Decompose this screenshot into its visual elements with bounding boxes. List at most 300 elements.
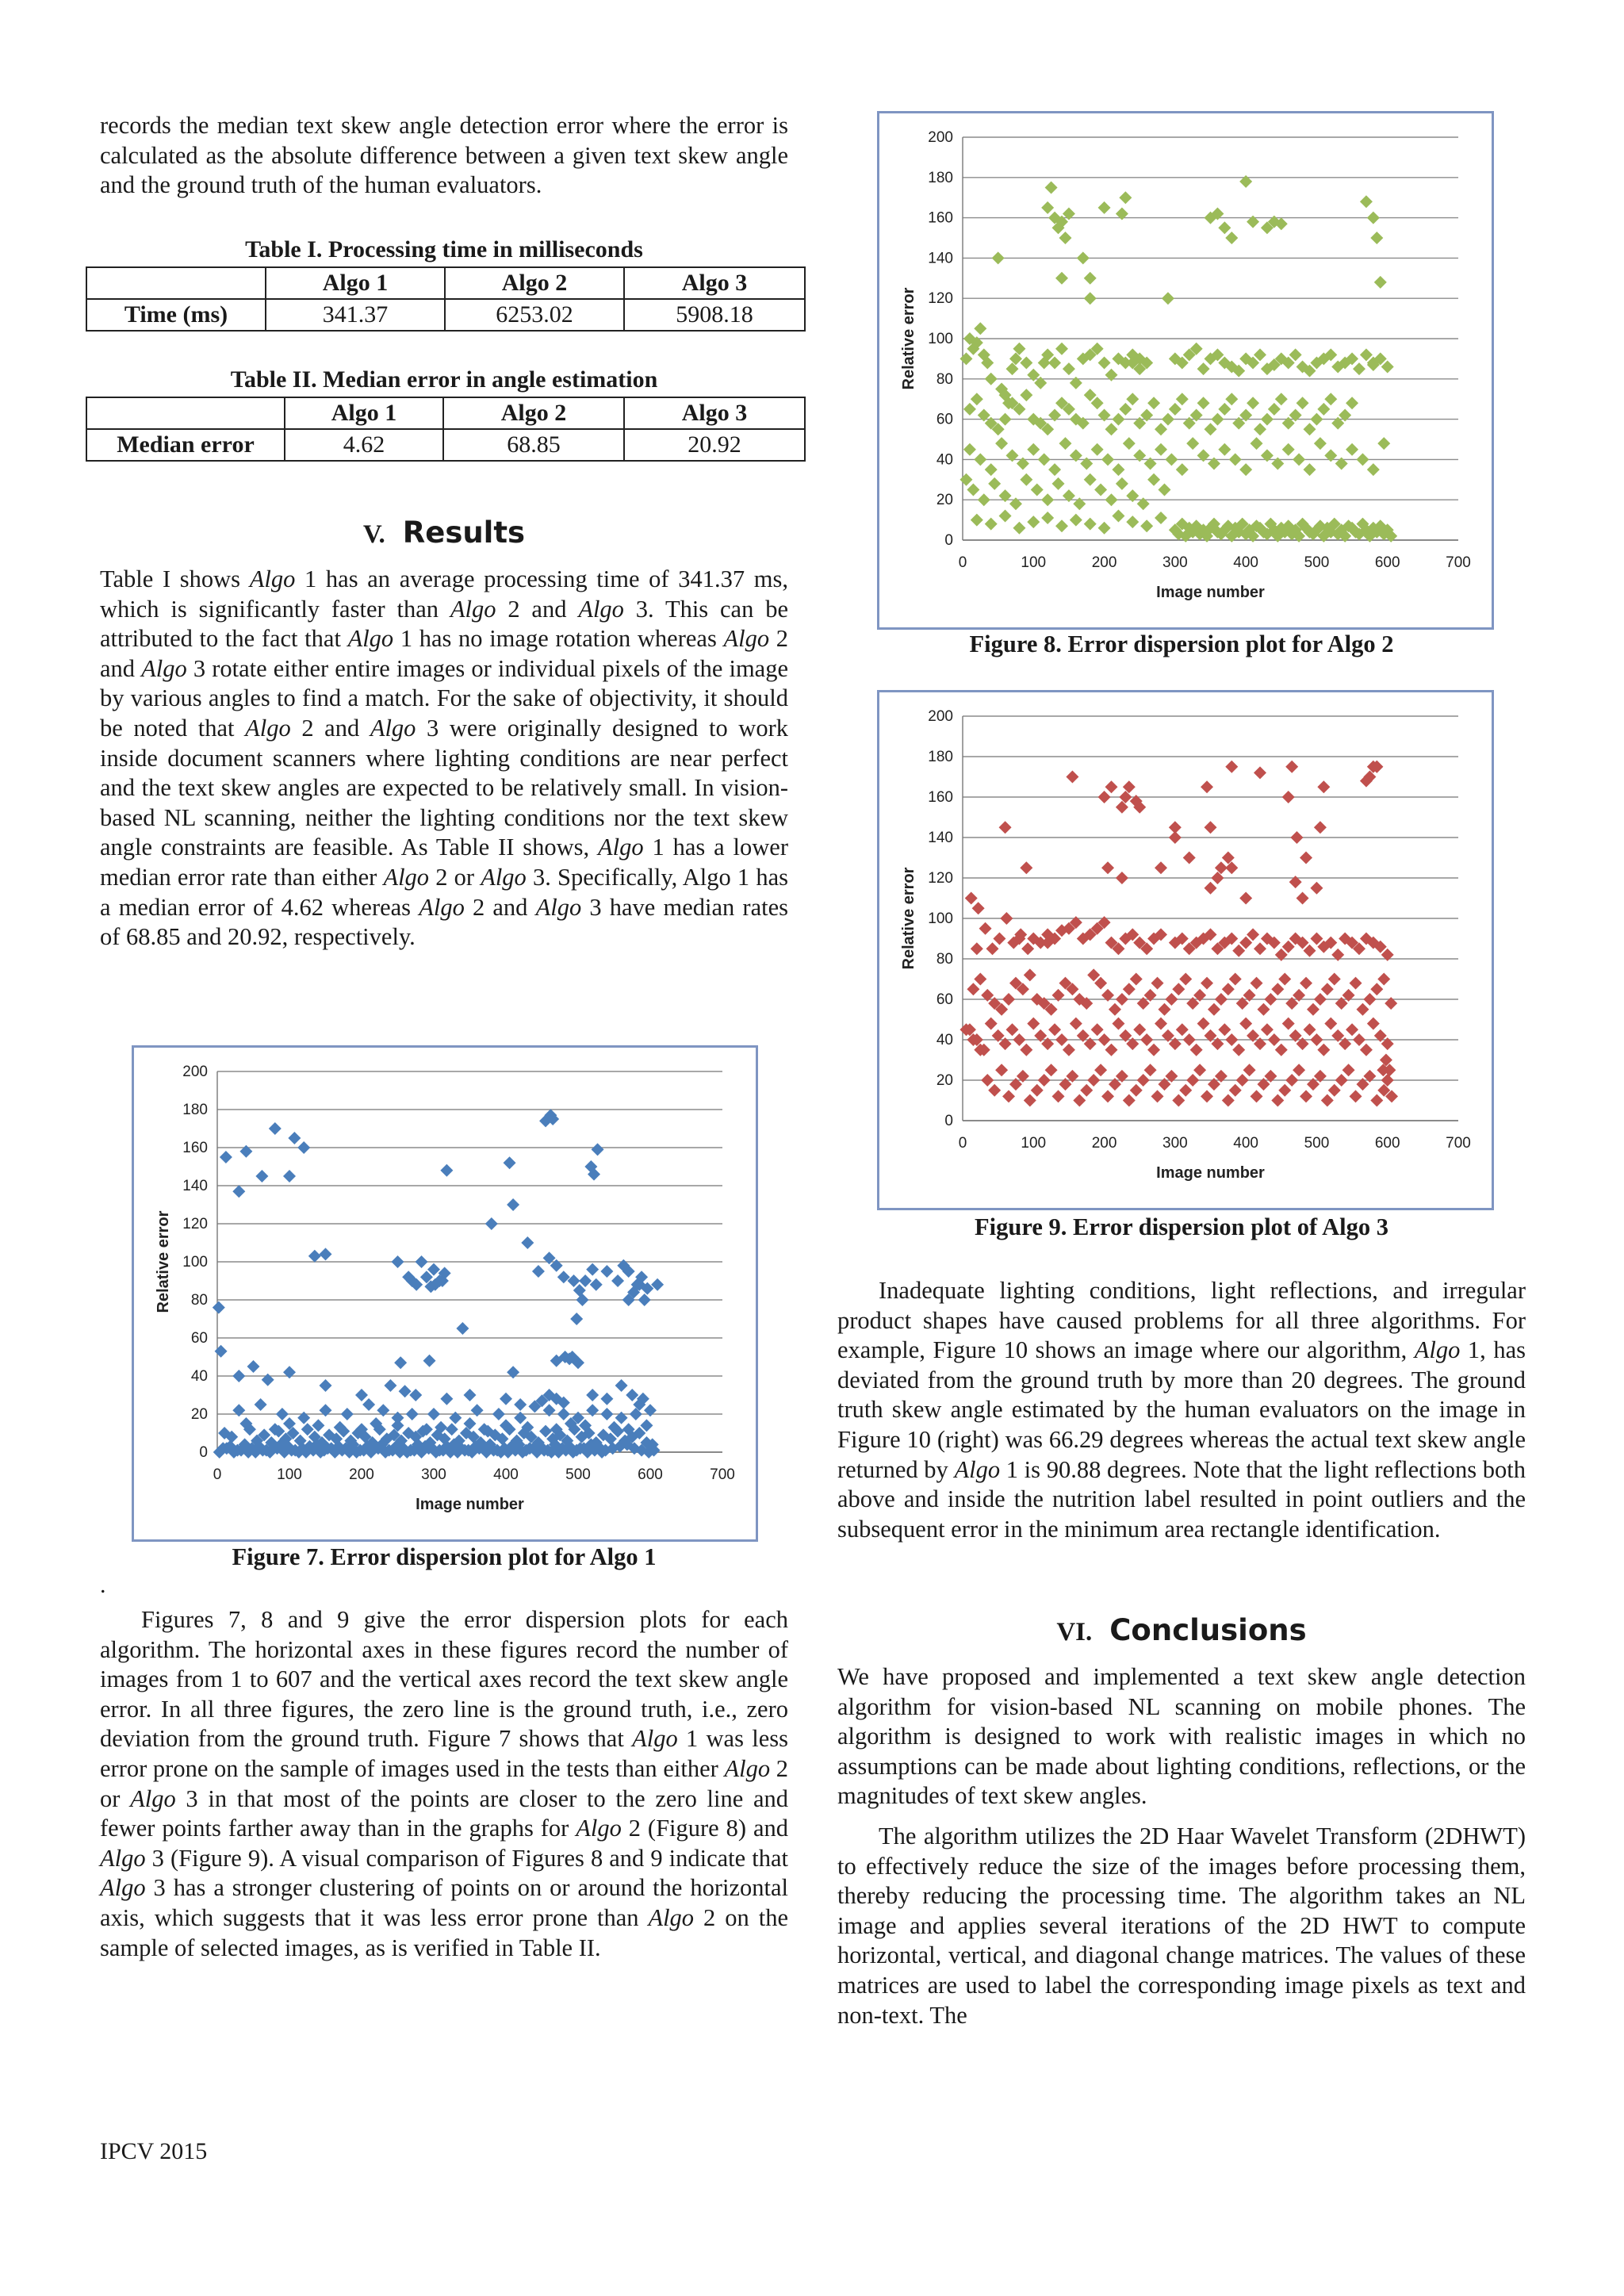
data-point [1328, 1084, 1341, 1097]
data-point [1098, 791, 1111, 803]
figure7-caption: Figure 7. Error dispersion plot for Algo 1 [232, 1543, 657, 1570]
data-point [1162, 413, 1174, 426]
algo-term: Algo [100, 1844, 146, 1872]
data-point [1310, 1033, 1323, 1046]
data-point [1307, 1003, 1320, 1016]
data-point [1116, 872, 1128, 884]
y-tick-label: 180 [182, 1102, 208, 1118]
data-point [1176, 393, 1189, 405]
data-point [471, 1404, 484, 1416]
data-point [1353, 362, 1365, 375]
data-point [1084, 518, 1097, 531]
data-point [1190, 1044, 1203, 1056]
data-point [409, 1389, 422, 1401]
data-point [1304, 1023, 1316, 1036]
data-point [416, 1255, 428, 1268]
data-point [1179, 1084, 1192, 1097]
data-point [1020, 1044, 1032, 1056]
data-point [1155, 861, 1167, 874]
x-tick-label: 200 [1091, 1135, 1117, 1152]
data-point [1201, 977, 1213, 990]
y-tick-label: 20 [190, 1406, 208, 1423]
x-tick-label: 200 [349, 1466, 374, 1483]
data-point [1024, 968, 1036, 981]
table1 [86, 266, 806, 332]
data-point [1232, 1044, 1245, 1056]
data-point [1247, 397, 1259, 409]
data-point [1021, 942, 1034, 955]
text-run: 3 (Figure 9). A visual comparison of Figures 8 and 9 indicate that [145, 1844, 788, 1872]
data-point [1282, 1018, 1295, 1030]
x-tick-label: 200 [1091, 554, 1117, 571]
data-point [1261, 413, 1274, 426]
data-point [1197, 362, 1210, 375]
y-tick-label: 140 [182, 1178, 208, 1194]
data-point [1112, 463, 1124, 476]
data-point [1000, 912, 1013, 925]
data-point [1342, 1064, 1355, 1076]
y-tick-label: 0 [944, 532, 953, 549]
data-point [521, 1236, 534, 1249]
data-point [232, 1370, 245, 1382]
data-point [615, 1379, 628, 1392]
data-point [1119, 403, 1132, 416]
data-point [1144, 1064, 1157, 1076]
data-point [570, 1313, 583, 1325]
data-point [283, 1366, 296, 1378]
data-point [586, 1404, 599, 1416]
data-point [1073, 1094, 1086, 1107]
data-point [269, 1122, 282, 1135]
data-point [1045, 182, 1058, 194]
data-point [1024, 1094, 1036, 1107]
algo-term: Algo [347, 625, 394, 653]
x-tick-label: 500 [1304, 554, 1330, 571]
data-point [1236, 1074, 1249, 1087]
data-point [1105, 423, 1118, 435]
data-point [1278, 973, 1291, 986]
data-point [1218, 443, 1231, 456]
data-point [1123, 780, 1136, 793]
section-title: Results [402, 516, 526, 550]
text-run: 2 or [100, 1754, 789, 1812]
data-point [1165, 453, 1178, 466]
text-run: 3. Specifically, Algo 1 has a median error of 4.62 whereas [100, 863, 788, 921]
y-tick-label: 180 [928, 749, 953, 765]
data-point [1254, 942, 1266, 955]
data-point [1314, 821, 1327, 834]
data-point [232, 1185, 245, 1198]
data-point [1370, 232, 1383, 244]
section-number: V. [362, 520, 385, 549]
data-point [514, 1412, 527, 1424]
x-tick-label: 0 [213, 1466, 222, 1483]
data-point [1059, 437, 1071, 450]
data-point [255, 1170, 268, 1182]
data-point [600, 1408, 613, 1420]
data-point [341, 1408, 354, 1420]
data-point [1225, 861, 1238, 874]
data-point [1041, 201, 1054, 214]
data-point [1314, 437, 1327, 450]
text-run: Figures 7, 8 and 9 give the error dispersion plots for each algorithm. The horizontal axes in these figures record the number of images from 1 to 607 and the vertical axes record the text skew angle error. In all three figures, the zero line is the ground truth, i.e., zero deviation from the ground truth. Figure 7 shows that [100, 1606, 788, 1753]
table1-row [86, 299, 805, 331]
data-point [1123, 1094, 1136, 1107]
data-point [1052, 1090, 1065, 1102]
data-point [1317, 780, 1330, 793]
algo-term: Algo [648, 1903, 695, 1931]
data-point [1285, 761, 1298, 773]
data-point [1063, 362, 1075, 375]
x-axis-label: Image number [1156, 1164, 1265, 1182]
data-point [1356, 1003, 1369, 1016]
data-point [440, 1164, 453, 1177]
data-point [220, 1151, 232, 1163]
y-tick-label: 20 [936, 1072, 953, 1089]
data-point [362, 1398, 375, 1411]
figure7-frame [132, 1045, 758, 1542]
data-point [1218, 1023, 1231, 1036]
x-tick-label: 400 [493, 1466, 519, 1483]
algo-term: Algo [481, 863, 527, 891]
data-point [963, 403, 976, 416]
data-point [985, 1018, 998, 1030]
data-point [1101, 1090, 1114, 1102]
data-point [1254, 766, 1266, 779]
data-point [1257, 1003, 1270, 1016]
data-point [392, 1255, 404, 1268]
data-point [394, 1356, 407, 1369]
x-tick-label: 700 [1446, 1135, 1471, 1152]
y-tick-label: 100 [928, 331, 953, 347]
algo-term: Algo [100, 1874, 146, 1902]
data-point [1179, 973, 1192, 986]
stray-dot: . [100, 1572, 106, 1598]
data-point [1293, 453, 1305, 466]
table1-header-algo3: Algo 3 [624, 267, 805, 299]
x-tick-label: 400 [1233, 1135, 1258, 1152]
x-tick-label: 600 [1374, 1135, 1400, 1152]
data-point [507, 1198, 519, 1211]
data-point [974, 322, 986, 335]
data-point [423, 1355, 436, 1367]
results-paragraph [100, 565, 788, 953]
data-point [985, 373, 998, 385]
data-point [1304, 463, 1316, 476]
algo-term: Algo [598, 834, 644, 861]
data-point [1205, 821, 1217, 834]
data-point [985, 463, 998, 476]
data-point [1251, 977, 1263, 990]
y-tick-label: 20 [936, 492, 953, 509]
data-point [213, 1301, 225, 1314]
x-tick-label: 100 [277, 1466, 302, 1483]
data-point [1091, 443, 1104, 456]
data-point [967, 484, 979, 496]
data-point [1264, 993, 1277, 1006]
page-footer: IPCV 2015 [100, 2138, 208, 2164]
x-tick-label: 100 [1021, 1135, 1047, 1152]
data-point [1225, 393, 1238, 405]
data-point [262, 1374, 274, 1386]
y-tick-label: 40 [936, 451, 953, 469]
data-point [1094, 1064, 1107, 1076]
data-point [1367, 463, 1380, 476]
y-tick-label: 120 [928, 290, 953, 308]
data-point [1027, 443, 1040, 456]
x-axis-label: Image number [416, 1496, 524, 1513]
data-point [1070, 1018, 1082, 1030]
data-point [1105, 780, 1118, 793]
y-axis-label: Relative error [155, 1210, 172, 1313]
y-tick-label: 120 [928, 870, 953, 887]
algo-term: Algo [419, 893, 465, 921]
data-point [1116, 801, 1128, 814]
data-point [1151, 977, 1164, 990]
data-point [1112, 413, 1124, 426]
table2-cell-algo1: 4.62 [285, 429, 443, 461]
data-point [1077, 251, 1090, 264]
data-point [1346, 443, 1358, 456]
text-run: 2 or [429, 863, 481, 891]
data-point [1140, 1033, 1153, 1046]
data-point [1183, 852, 1196, 864]
data-point [1055, 1033, 1068, 1046]
data-point [1268, 1033, 1281, 1046]
y-tick-label: 160 [928, 209, 953, 227]
text-run: 1 has an average processing time of 341.37 ms, which is significantly faster than [100, 565, 788, 623]
y-tick-label: 40 [936, 1032, 953, 1048]
data-point [999, 510, 1012, 523]
data-point [1055, 272, 1068, 285]
data-point [1172, 983, 1185, 995]
data-point [377, 1404, 389, 1416]
data-point [1370, 1094, 1383, 1107]
data-point [557, 1408, 570, 1420]
data-point [573, 1284, 586, 1297]
data-point [1137, 1074, 1150, 1087]
x-tick-label: 600 [638, 1466, 663, 1483]
figure9-chart [879, 692, 1492, 1208]
algo-term: Algo [954, 1455, 1001, 1483]
data-point [1048, 1023, 1061, 1036]
data-point [1370, 983, 1383, 995]
data-point [1094, 484, 1107, 496]
x-tick-label: 600 [1374, 554, 1400, 571]
text-run: Table I shows [100, 565, 250, 592]
data-point [1275, 1044, 1288, 1056]
section-heading-conclusions [837, 1613, 1526, 1647]
data-point [297, 1412, 310, 1424]
data-point [1098, 522, 1111, 535]
data-point [1314, 993, 1327, 1006]
lighting-paragraph [837, 1276, 1526, 1544]
algo-term: Algo [576, 1815, 622, 1842]
x-tick-label: 0 [958, 1135, 967, 1152]
y-tick-label: 80 [936, 370, 953, 388]
data-point [1119, 791, 1132, 803]
data-point [1346, 1023, 1358, 1036]
y-axis-label: Relative error [900, 287, 917, 390]
x-tick-label: 300 [1162, 554, 1188, 571]
data-point [1155, 1018, 1167, 1030]
data-point [985, 518, 998, 531]
data-point [255, 1398, 267, 1411]
data-point [1282, 443, 1295, 456]
data-point [1222, 1094, 1235, 1107]
y-tick-label: 200 [182, 1064, 208, 1080]
y-tick-label: 80 [190, 1292, 208, 1309]
data-point [1285, 1074, 1298, 1087]
data-point [592, 1143, 604, 1156]
data-point [988, 477, 1001, 490]
y-tick-label: 40 [190, 1368, 208, 1385]
table1-header-algo2: Algo 2 [445, 267, 624, 299]
algo-term: Algo [130, 1784, 176, 1812]
data-point [1126, 516, 1139, 528]
data-point [626, 1389, 638, 1401]
data-point [1155, 423, 1167, 435]
data-point [1324, 393, 1337, 405]
data-point [1356, 453, 1369, 466]
algo-term: Algo [632, 1725, 678, 1753]
data-point [967, 983, 979, 995]
data-point [1205, 882, 1217, 895]
data-point [1254, 423, 1266, 435]
data-point [1155, 443, 1167, 456]
data-point [974, 973, 986, 986]
data-point [1251, 437, 1263, 450]
data-point [276, 1408, 289, 1420]
data-point [1158, 484, 1170, 496]
table1-cell-algo1: 341.37 [266, 299, 445, 331]
table1-cell-algo2: 6253.02 [445, 299, 624, 331]
x-tick-label: 500 [1304, 1135, 1330, 1152]
algo-term: Algo [723, 625, 770, 653]
data-point [1087, 1074, 1100, 1087]
data-point [1297, 892, 1309, 905]
data-point [1165, 993, 1178, 1006]
data-point [1123, 437, 1136, 450]
table1-caption: Table I. Processing time in milliseconds [245, 236, 643, 263]
data-point [1041, 493, 1054, 506]
data-point [1293, 1064, 1305, 1076]
x-tick-label: 300 [1162, 1135, 1188, 1152]
data-point [576, 1294, 588, 1306]
data-point [1155, 512, 1167, 524]
data-point [1031, 484, 1044, 496]
x-axis-label: Image number [1156, 584, 1265, 601]
table2-cell-algo3: 20.92 [624, 429, 805, 461]
data-point [959, 352, 972, 365]
text-run: 3 has a stronger clustering of points on or around the horizontal axis, which suggests that it was less error prone than [100, 1874, 788, 1931]
data-point [1346, 397, 1358, 409]
data-point [1116, 993, 1128, 1006]
algo-term: Algo [1414, 1336, 1461, 1364]
table2-row [86, 429, 805, 461]
data-point [1271, 983, 1284, 995]
section-heading-results [100, 516, 788, 550]
data-point [1205, 423, 1217, 435]
data-point [308, 1250, 321, 1263]
data-point [999, 413, 1012, 426]
data-point [1229, 453, 1242, 466]
data-point [507, 1366, 519, 1378]
table2-header-algo1: Algo 1 [285, 397, 443, 429]
data-point [1197, 1018, 1210, 1030]
data-point [1084, 292, 1097, 305]
data-point [1147, 397, 1160, 409]
data-point [464, 1389, 477, 1401]
data-point [283, 1170, 296, 1182]
data-point [965, 892, 978, 905]
data-point [320, 1248, 332, 1260]
y-tick-label: 60 [190, 1330, 208, 1347]
data-point [1360, 1044, 1373, 1056]
data-point [1070, 514, 1082, 527]
data-point [215, 1345, 228, 1358]
algo-term: Algo [724, 1754, 771, 1782]
text-run: 2 and [290, 714, 370, 742]
data-point [440, 1393, 453, 1405]
data-point [1013, 343, 1025, 355]
data-point [1218, 221, 1231, 234]
text-run: 3 rotate either entire images or individual pixels of the image by various angles to find a match. For the sake of objectivity, it should be noted that [100, 654, 788, 742]
data-point [1002, 993, 1015, 1006]
y-tick-label: 200 [928, 708, 953, 725]
data-point [1101, 861, 1114, 874]
data-point [1197, 397, 1210, 409]
data-point [963, 443, 976, 456]
data-point [979, 922, 992, 935]
data-point [1374, 276, 1387, 289]
data-point [1038, 453, 1051, 466]
data-point [1310, 882, 1323, 895]
data-point [1116, 477, 1128, 490]
x-tick-label: 400 [1233, 554, 1258, 571]
data-point [600, 1393, 613, 1405]
data-point [1377, 437, 1390, 450]
data-point [1013, 1033, 1025, 1046]
data-point [312, 1419, 324, 1432]
data-point [1304, 423, 1316, 435]
data-point [1321, 983, 1334, 995]
data-point [1243, 1064, 1256, 1076]
data-point [1041, 512, 1054, 524]
text-run: 1 has no image rotation whereas [393, 625, 724, 653]
data-point [1158, 1003, 1170, 1016]
y-tick-label: 100 [928, 910, 953, 927]
data-point [1063, 1044, 1075, 1056]
data-point [1112, 1018, 1124, 1030]
data-point [1324, 1018, 1337, 1030]
figure8-frame [877, 111, 1494, 630]
data-point [971, 514, 983, 527]
data-point [1380, 1054, 1392, 1067]
data-point [247, 1360, 260, 1373]
data-point [1101, 453, 1114, 466]
text-run: 2 and [496, 595, 579, 623]
data-point [992, 251, 1005, 264]
data-point [1020, 356, 1032, 369]
data-point [1317, 403, 1330, 416]
text-run: 3 in that most of the points are closer to the zero line and fewer points farther away than in the graphs for [100, 1784, 788, 1842]
data-point [1013, 522, 1025, 535]
data-point [1151, 1090, 1164, 1102]
data-point [1363, 993, 1376, 1006]
data-point [999, 821, 1012, 834]
data-point [1225, 761, 1238, 773]
